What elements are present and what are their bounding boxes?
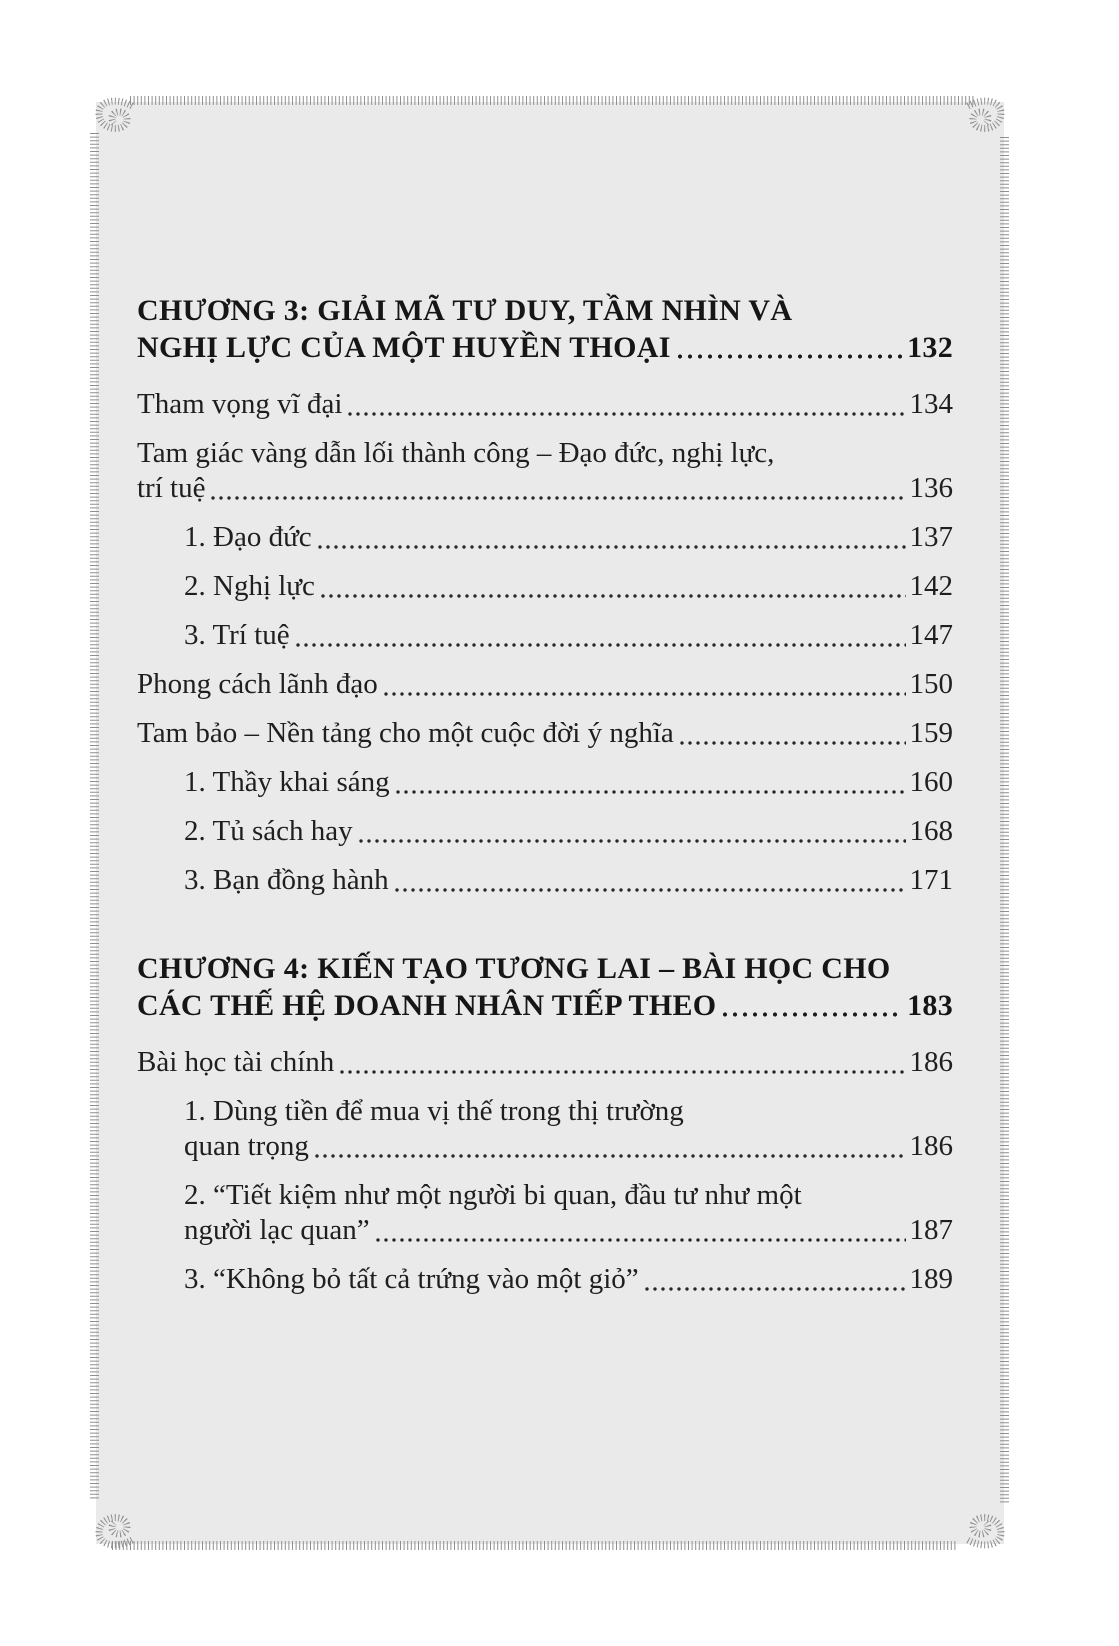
toc-entry-page-number: 187 [909,1214,953,1246]
toc-entry-label: CHƯƠNG 3: GIẢI MÃ TƯ DUY, TẦM NHÌN VÀ [137,294,793,327]
toc-entry-label: quan trọng [184,1130,309,1162]
dot-leader [294,642,906,648]
toc [137,292,953,1311]
toc-entry [137,520,953,555]
toc-entry-page-number: 159 [909,717,953,749]
toc-entry-page-number: 132 [907,331,953,364]
toc-entry-label: người lạc quan” [184,1214,370,1246]
toc-entry-page-number: 183 [907,989,953,1022]
toc-entry [137,436,953,506]
toc-entry-page-number: 186 [909,1046,953,1078]
toc-entry-page-number: 136 [909,472,953,504]
toc-entry-label: 1. Đạo đức [184,521,312,553]
toc-entry [137,814,953,849]
dot-leader [374,1237,906,1243]
dot-leader [394,789,906,795]
toc-entry-page-number: 134 [909,388,953,420]
toc-entry-label: CHƯƠNG 4: KIẾN TẠO TƯƠNG LAI – BÀI HỌC CHO [137,952,891,985]
toc-entry-page-number: 137 [909,521,953,553]
dot-leader [643,1286,906,1292]
toc-entry-page-number: 186 [909,1130,953,1162]
toc-entry-page-number: 189 [909,1263,953,1295]
dot-leader [393,887,906,893]
dot-leader [720,1011,903,1018]
dot-leader [382,691,906,697]
toc-entry-page-number: 171 [909,864,953,896]
dot-leader [209,495,905,501]
toc-entry-page-number: 142 [909,570,953,602]
dot-leader [678,740,906,746]
toc-entry-label: Bài học tài chính [137,1046,335,1078]
toc-entry-label: 3. “Không bỏ tất cả trứng vào một giỏ” [184,1263,639,1295]
toc-entry [137,387,953,422]
toc-entry-label: 3. Bạn đồng hành [184,864,389,896]
toc-entry-label: CÁC THẾ HỆ DOANH NHÂN TIẾP THEO [137,989,717,1022]
toc-entry-page-number: 168 [909,815,953,847]
toc-entry [137,569,953,604]
toc-entry-label: 1. Thầy khai sáng [184,766,390,798]
toc-entry-label: 2. Nghị lực [184,570,315,602]
dot-leader [675,353,903,360]
toc-entry [137,1262,953,1297]
toc-entry-label: 2. Tủ sách hay [184,815,353,847]
toc-entry [137,667,953,702]
toc-entry [137,618,953,653]
toc-entry-label: 2. “Tiết kiệm như một người bi quan, đầu tư như một [184,1179,802,1211]
toc-entry-page-number: 147 [909,619,953,651]
toc-entry [137,863,953,898]
toc-entry [137,292,953,366]
toc-entry-label: Tam bảo – Nền tảng cho một cuộc đời ý nghĩa [137,717,674,749]
toc-entry [137,765,953,800]
toc-entry [137,716,953,751]
dot-leader [357,838,906,844]
toc-entry-label: Phong cách lãnh đạo [137,668,378,700]
dot-leader [338,1069,905,1075]
dot-leader [319,593,906,599]
toc-entry [137,1178,953,1248]
toc-entry-page-number: 150 [909,668,953,700]
toc-entry-label: Tham vọng vĩ đại [137,388,343,420]
toc-entry-label: Tam giác vàng dẫn lối thành công – Đạo đức, nghị lực, [137,437,775,469]
toc-entry [137,1094,953,1164]
dot-leader [313,1153,906,1159]
dot-leader [346,411,905,417]
toc-entry-page-number: 160 [909,766,953,798]
toc-entry-label: NGHỊ LỰC CỦA MỘT HUYỀN THOẠI [137,331,671,364]
toc-entry-label: trí tuệ [137,472,206,504]
toc-entry [137,950,953,1024]
toc-entry-label: 1. Dùng tiền để mua vị thế trong thị trường [184,1095,684,1127]
toc-entry-label: 3. Trí tuệ [184,619,290,651]
dot-leader [316,544,906,550]
toc-entry [137,1045,953,1080]
